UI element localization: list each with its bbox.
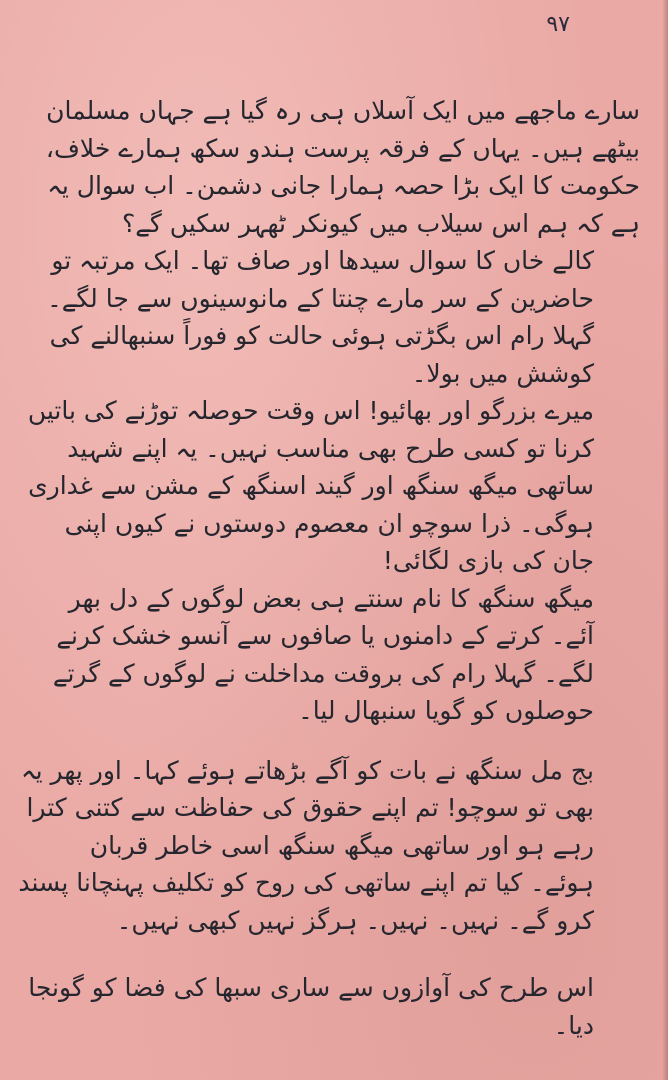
paragraph-1: سارے ماجھے میں ایک آسلاں ہی رہ گیا ہے جہاں مسلمان بیٹھے ہیں۔ یہاں کے فرقہ پرست ہندو سکھ ہمارے خلاف، حکومت کا ایک بڑا حصہ ہمارا جانی دشمن۔ اب سوال یہ ہے کہ ہم اس سیلاب میں کیونکر ٹھہر سکیں گے؟ [45, 96, 640, 238]
paragraph-5: بج مل سنگھ نے بات کو آگے بڑھاتے ہوئے کہا۔ اور پھر یہ بھی تو سوچو! تم اپنے حقوق کی حفاظت سے کتنی کترا رہے ہو اور ساتھی میگھ سنگھ اسی خاطر قربان ہوئے۔ کیا تم اپنے ساتھی کی روح کو تکلیف پہنچانا پسند کرو گے۔ نہیں۔ نہیں۔ ہرگز نہیں کبھی نہیں۔ [18, 755, 594, 935]
paragraph-3: میرے بزرگو اور بھائیو! اس وقت حوصلہ توڑنے کی باتیں کرنا تو کسی طرح بھی مناسب نہیں۔ یہ اپنے شہید ساتھی میگھ سنگھ اور گیند اسنگھ کے مشن سے غداری ہوگی۔ ذرا سوچو ان معصوم دوستوں نے کیوں اپنی جان کی بازی لگائی! [27, 396, 594, 575]
page-text [18, 92, 640, 1044]
paragraph-4: میگھ سنگھ کا نام سنتے ہی بعض لوگوں کے دل بھر آئے۔ کرتے کے دامنوں یا صافوں سے آنسو خشک کرنے لگے۔ گہلا رام کی بروقت مداخلت نے لوگوں کے گرتے حوصلوں کو گویا سنبھال لیا۔ [52, 583, 594, 725]
paragraph-6: اس طرح کی آوازوں سے ساری سبھا کی فضا کو گونجا دیا۔ [28, 973, 594, 1040]
page-number: ۹۷ [546, 12, 570, 37]
paragraph-2: کالے خاں کا سوال سیدھا اور صاف تھا۔ ایک مرتبہ تو حاضرین کے سر مارے چنتا کے مانوسینوں سے جا لگے۔ گہلا رام اس بگڑتی ہوئی حالت کو فوراً سنبھالنے کی کوشش میں بولا۔ [47, 246, 594, 388]
